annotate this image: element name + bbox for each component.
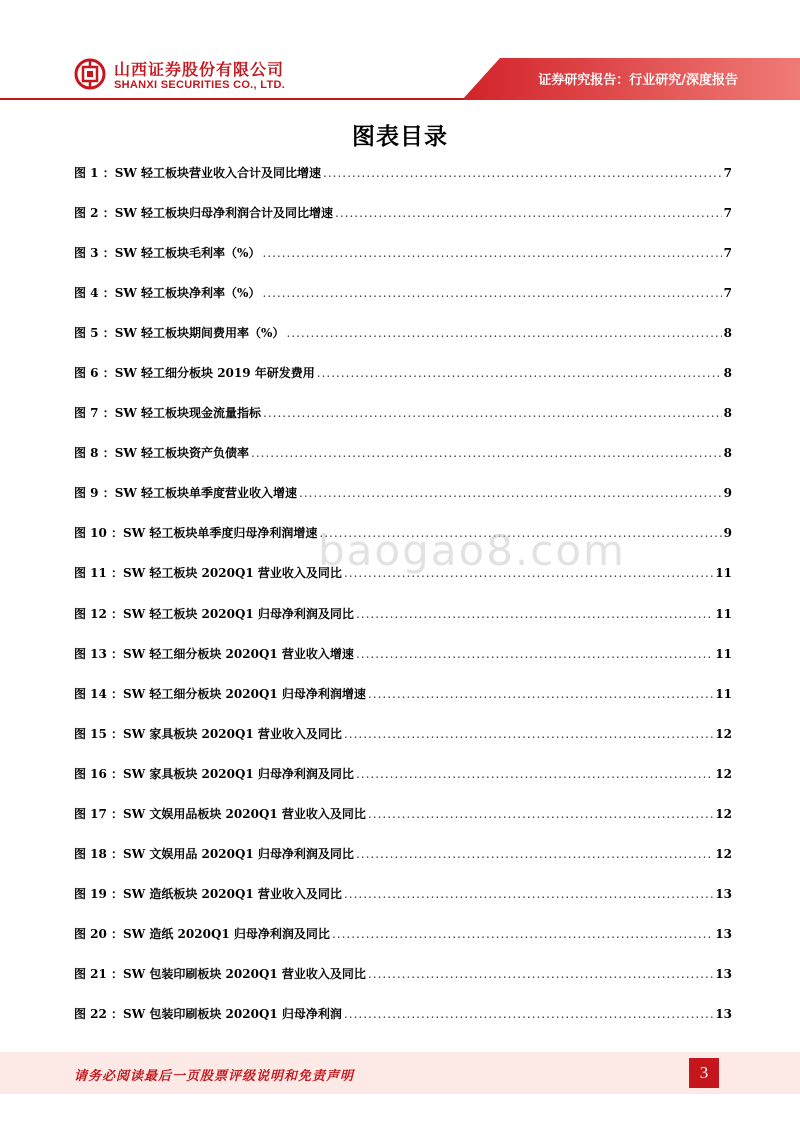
toc-entry-page: 13 bbox=[715, 966, 732, 981]
company-name-en: SHANXI SECURITIES CO., LTD. bbox=[114, 79, 286, 91]
toc-entry-page: 12 bbox=[715, 846, 732, 861]
toc-entry-page: 11 bbox=[715, 606, 732, 621]
toc-entry-page: 12 bbox=[715, 726, 732, 741]
page-number: 3 bbox=[689, 1058, 719, 1088]
toc-entry-page: 11 bbox=[715, 646, 732, 661]
toc-entry[interactable] bbox=[74, 444, 732, 484]
toc-entry-page: 11 bbox=[715, 566, 732, 581]
toc-entry[interactable] bbox=[74, 1005, 732, 1045]
toc-entry-label: 图 17 ：SW 文娱用品板块 2020Q1 营业收入及同比 bbox=[74, 806, 366, 821]
toc-entry[interactable] bbox=[74, 164, 732, 204]
toc-leader-dots bbox=[356, 647, 713, 661]
toc-entry-page: 9 bbox=[723, 526, 732, 541]
toc-entry[interactable] bbox=[74, 364, 732, 404]
toc-entry-label: 图 19 ：SW 造纸板块 2020Q1 营业收入及同比 bbox=[74, 886, 342, 901]
toc-entry-page: 7 bbox=[723, 286, 732, 301]
toc-leader-dots bbox=[368, 687, 713, 701]
figure-toc bbox=[74, 164, 732, 1045]
toc-entry-page: 13 bbox=[715, 1006, 732, 1021]
toc-entry-label: 图 22 ：SW 包装印刷板块 2020Q1 归母净利润 bbox=[74, 1006, 342, 1021]
toc-entry-label: 图 1 ：SW 轻工板块营业收入合计及同比增速 bbox=[74, 166, 322, 180]
toc-leader-dots bbox=[344, 1007, 713, 1021]
toc-entry[interactable] bbox=[74, 965, 732, 1005]
toc-entry[interactable] bbox=[74, 845, 732, 885]
toc-entry-label: 图 15 ：SW 家具板块 2020Q1 营业收入及同比 bbox=[74, 726, 342, 741]
toc-entry-page: 11 bbox=[715, 686, 732, 701]
toc-leader-dots bbox=[299, 486, 722, 500]
toc-entry-page: 13 bbox=[715, 926, 732, 941]
watermark: baogao8.com bbox=[318, 526, 626, 575]
toc-leader-dots bbox=[317, 366, 722, 380]
toc-leader-dots bbox=[368, 967, 713, 981]
report-type: 证券研究报告：行业研究/深度报告 bbox=[538, 73, 738, 88]
toc-entry-label: 图 16 ：SW 家具板块 2020Q1 归母净利润及同比 bbox=[74, 766, 354, 781]
toc-leader-dots bbox=[344, 727, 713, 741]
toc-entry-page: 7 bbox=[723, 206, 732, 221]
toc-leader-dots bbox=[368, 807, 713, 821]
toc-entry-page: 12 bbox=[715, 806, 732, 821]
toc-entry-label: 图 14 ：SW 轻工细分板块 2020Q1 归母净利润增速 bbox=[74, 686, 366, 701]
toc-entry[interactable] bbox=[74, 685, 732, 725]
toc-leader-dots bbox=[262, 246, 721, 260]
toc-entry-label: 图 9 ：SW 轻工板块单季度营业收入增速 bbox=[74, 486, 298, 501]
toc-entry-label: 图 21 ：SW 包装印刷板块 2020Q1 营业收入及同比 bbox=[74, 966, 366, 981]
toc-entry-label: 图 18 ：SW 文娱用品 2020Q1 归母净利润及同比 bbox=[74, 846, 354, 861]
toc-entry[interactable] bbox=[74, 885, 732, 925]
toc-entry[interactable] bbox=[74, 645, 732, 685]
toc-entry-label: 图 11 ：SW 轻工板块 2020Q1 营业收入及同比 bbox=[74, 566, 342, 581]
toc-entry[interactable] bbox=[74, 324, 732, 364]
toc-entry-label: 图 3 ：SW 轻工板块毛利率（%） bbox=[74, 246, 261, 261]
page-title: 图表目录 bbox=[352, 124, 448, 150]
toc-leader-dots bbox=[262, 286, 721, 300]
toc-entry-label: 图 6 ：SW 轻工细分板块 2019 年研发费用 bbox=[74, 366, 315, 381]
toc-leader-dots bbox=[356, 847, 713, 861]
toc-entry[interactable] bbox=[74, 244, 732, 284]
toc-entry-page: 8 bbox=[723, 406, 732, 421]
toc-leader-dots bbox=[286, 326, 721, 340]
toc-entry[interactable] bbox=[74, 204, 732, 244]
toc-entry-page: 13 bbox=[715, 886, 732, 901]
toc-entry-page: 9 bbox=[723, 486, 732, 501]
toc-leader-dots bbox=[332, 927, 713, 941]
toc-entry-label: 图 10 ：SW 轻工板块单季度归母净利润增速 bbox=[74, 526, 318, 541]
toc-entry[interactable] bbox=[74, 284, 732, 324]
toc-leader-dots bbox=[335, 206, 722, 220]
toc-entry-page: 12 bbox=[715, 766, 732, 781]
toc-entry-label: 图 5 ：SW 轻工板块期间费用率（%） bbox=[74, 326, 285, 341]
toc-entry[interactable] bbox=[74, 725, 732, 765]
footer-disclaimer: 请务必阅读最后一页股票评级说明和免责声明 bbox=[74, 1069, 355, 1084]
toc-leader-dots bbox=[344, 887, 713, 901]
toc-entry[interactable] bbox=[74, 404, 732, 444]
toc-entry-label: 图 13 ：SW 轻工细分板块 2020Q1 营业收入增速 bbox=[74, 646, 354, 661]
toc-leader-dots bbox=[323, 166, 722, 180]
page-header bbox=[0, 0, 800, 100]
toc-entry-page: 7 bbox=[723, 246, 732, 261]
company-name-cn: 山西证券股份有限公司 bbox=[114, 60, 285, 79]
toc-entry[interactable] bbox=[74, 805, 732, 845]
toc-entry-label: 图 4 ：SW 轻工板块净利率（%） bbox=[74, 286, 261, 301]
toc-entry-label: 图 7 ：SW 轻工板块现金流量指标 bbox=[74, 406, 262, 421]
toc-entry[interactable] bbox=[74, 484, 732, 524]
toc-leader-dots bbox=[356, 767, 713, 781]
toc-entry-label: 图 20 ：SW 造纸 2020Q1 归母净利润及同比 bbox=[74, 926, 330, 941]
toc-leader-dots bbox=[251, 446, 722, 460]
toc-entry-page: 8 bbox=[723, 366, 732, 381]
toc-entry-label: 图 8 ：SW 轻工板块资产负债率 bbox=[74, 446, 250, 461]
toc-entry[interactable] bbox=[74, 925, 732, 965]
toc-entry-label: 图 12 ：SW 轻工板块 2020Q1 归母净利润及同比 bbox=[74, 606, 354, 621]
toc-entry-label: 图 2 ：SW 轻工板块归母净利润合计及同比增速 bbox=[74, 206, 334, 221]
toc-entry-page: 7 bbox=[723, 166, 732, 180]
toc-entry[interactable] bbox=[74, 765, 732, 805]
toc-leader-dots bbox=[263, 406, 722, 420]
toc-entry-page: 8 bbox=[723, 446, 732, 461]
toc-entry-page: 8 bbox=[723, 326, 732, 341]
toc-entry[interactable] bbox=[74, 605, 732, 645]
toc-leader-dots bbox=[356, 607, 713, 621]
